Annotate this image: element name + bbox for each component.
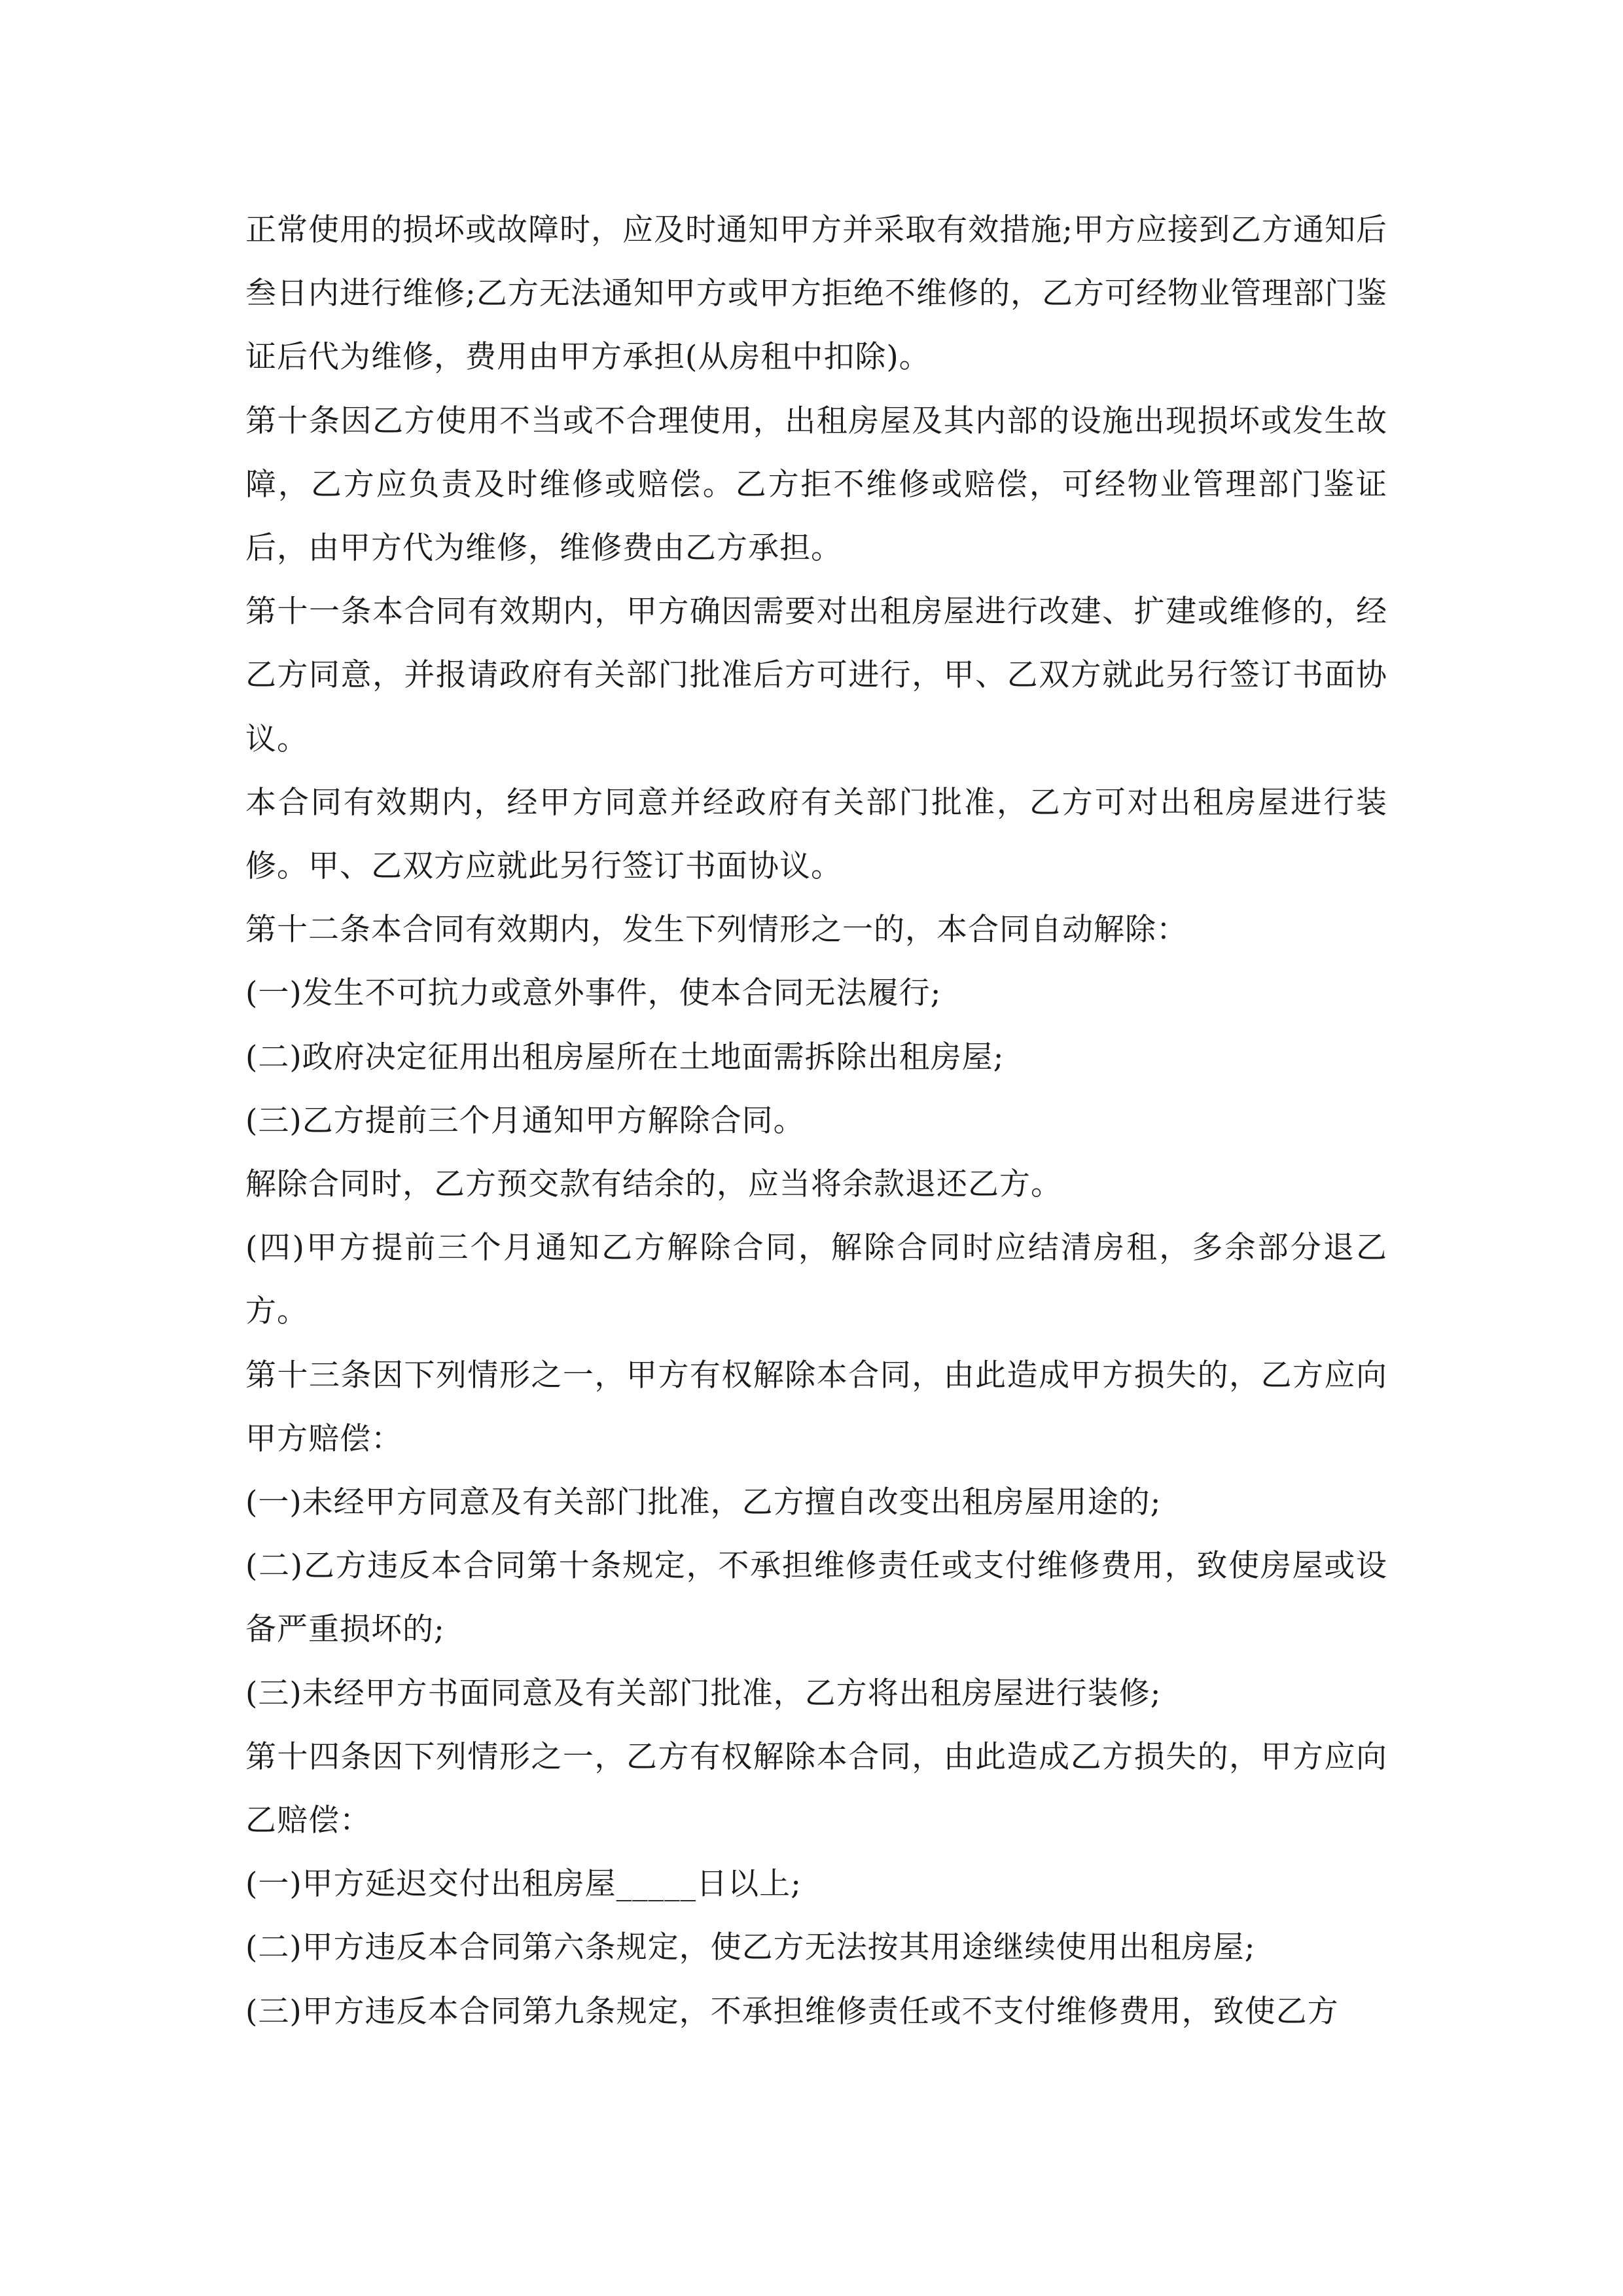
paragraph-article-11: 第十一条本合同有效期内，甲方确因需要对出租房屋进行改建、扩建或维修的，经乙方同意，并报请政府有关部门批准后方可进行，甲、乙双方就此另行签订书面协议。 xyxy=(245,594,1387,757)
list-item: (一)发生不可抗力或意外事件，使本合同无法履行; xyxy=(245,975,942,1012)
paragraph-article-14: 第十四条因下列情形之一，乙方有权解除本合同，由此造成乙方损失的，甲方应向乙赔偿： xyxy=(245,1738,1387,1839)
paragraph-renovation: 本合同有效期内，经甲方同意并经政府有关部门批准，乙方可对出租房屋进行装修。甲、乙双方应就此另行签订书面协议。 xyxy=(245,784,1387,885)
list-item: (二)甲方违反本合同第六条规定，使乙方无法按其用途继续使用出租房屋; xyxy=(245,1929,1256,1966)
paragraph-article-12: 第十二条本合同有效期内，发生下列情形之一的，本合同自动解除： xyxy=(245,912,1188,948)
paragraph-repair-notice: 正常使用的损坏或故障时，应及时通知甲方并采取有效措施;甲方应接到乙方通知后叁日内进行维修;乙方无法通知甲方或甲方拒绝不维修的，乙方可经物业管理部门鉴证后代为维修，费用由甲方承担(从房租中扣除)。 xyxy=(245,212,1387,376)
paragraph-article-13: 第十三条因下列情形之一，甲方有权解除本合同，由此造成甲方损失的，乙方应向甲方赔偿： xyxy=(245,1357,1387,1457)
contract-body xyxy=(245,198,1387,2043)
list-item: (三)未经甲方书面同意及有关部门批准，乙方将出租房屋进行装修; xyxy=(245,1675,1162,1712)
list-item: (一)未经甲方同意及有关部门批准，乙方擅自改变出租房屋用途的; xyxy=(245,1484,1162,1521)
list-item: (三)乙方提前三个月通知甲方解除合同。 xyxy=(245,1102,805,1139)
list-item: (三)甲方违反本合同第九条规定，不承担维修责任或不支付维修费用，致使乙方 xyxy=(245,1993,1339,2030)
list-item: (二)乙方违反本合同第十条规定，不承担维修责任或支付维修费用，致使房屋或设备严重损坏的; xyxy=(245,1548,1387,1648)
paragraph-article-10: 第十条因乙方使用不当或不合理使用，出租房屋及其内部的设施出现损坏或发生故障，乙方应负责及时维修或赔偿。乙方拒不维修或赔偿，可经物业管理部门鉴证后，由甲方代为维修，维修费由乙方承担。 xyxy=(245,403,1387,567)
list-item: (二)政府决定征用出租房屋所在土地面需拆除出租房屋; xyxy=(245,1039,1005,1075)
list-item: (四)甲方提前三个月通知乙方解除合同，解除合同时应结清房租，多余部分退乙方。 xyxy=(245,1230,1387,1330)
paragraph-refund: 解除合同时，乙方预交款有结余的，应当将余款退还乙方。 xyxy=(245,1166,1062,1203)
list-item: (一)甲方延迟交付出租房屋_____日以上; xyxy=(245,1866,802,1903)
